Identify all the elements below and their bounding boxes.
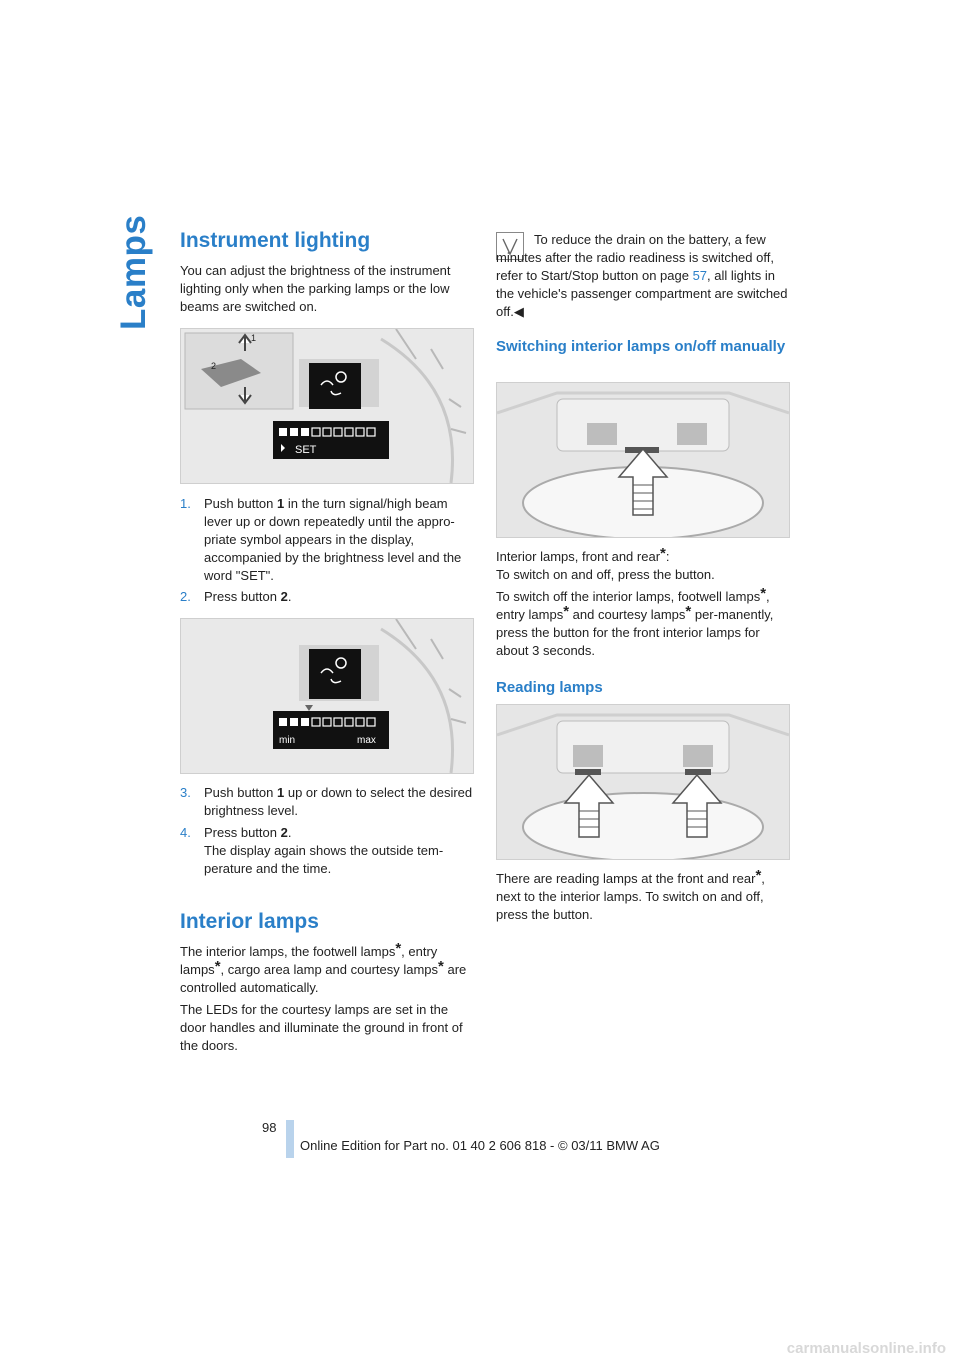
reading-paragraph: There are reading lamps at the front and rear*, next to the interior lamps. To switch on and off, press the button. <box>496 867 765 922</box>
lever-label-1: 1 <box>251 333 257 343</box>
watermark-text: carmanualsonline.info <box>786 1340 946 1357</box>
footer-edition: Online Edition for Part no. 01 40 2 606 818 - © 03/11 BMW AG <box>300 1138 660 1153</box>
step-1 <box>180 495 474 585</box>
step-1-text: Push button 1 in the turn signal/high beam lever up or down repeatedly until the appro-priate symbol appears in the display, accompanied by the brightness level and the word "SET". <box>204 496 462 583</box>
step-1-number: 1. <box>180 496 191 511</box>
site-watermark <box>0 1340 960 1358</box>
figure-brightness-level <box>180 618 474 774</box>
chapter-title-text: Lamps <box>114 214 153 330</box>
step-4-number: 4. <box>180 825 191 840</box>
figure-interior-lamps <box>496 382 790 538</box>
interior-paragraph-2: The LEDs for the courtesy lamps are set in the door handles and illuminate the ground in front of the doors. <box>180 1002 463 1053</box>
figure-instrument-set <box>180 328 474 484</box>
footer-accent-bar <box>286 1120 294 1158</box>
switch-off-paragraph: To switch off the interior lamps, footwell lamps*, entry lamps* and courtesy lamps* per-manently, press the button for the front interior lamps for about 3 seconds. <box>496 585 774 658</box>
step-2-number: 2. <box>180 589 191 604</box>
step-2-text: Press button 2. <box>204 589 292 604</box>
intro-paragraph: You can adjust the brightness of the instrument lighting only when the parking lamps or the low beams are switched on. <box>180 263 451 314</box>
subsection-title-switching: Switching interior lamps on/off manually <box>496 338 786 355</box>
lever-label-2: 2 <box>211 361 217 371</box>
step-3-text: Push button 1 up or down to select the desired brightness level. <box>204 785 473 818</box>
figure-reading-lamps <box>496 704 790 860</box>
interior-caption: Interior lamps, front and rear*: To switch on and off, press the button. <box>496 545 715 582</box>
step-4 <box>180 824 474 878</box>
page-57-link[interactable]: 57 <box>692 268 708 283</box>
subsection-title-reading: Reading lamps <box>496 679 603 696</box>
chapter-side-title <box>110 214 160 340</box>
step-3 <box>180 784 474 820</box>
step-4-text: Press button 2. The display again shows the outside tem-perature and the time. <box>204 825 444 876</box>
min-label: min <box>279 735 296 746</box>
set-label: SET <box>295 444 317 456</box>
max-label: max <box>357 735 376 746</box>
interior-paragraph-1: The interior lamps, the footwell lamps*, entry lamps*, cargo area lamp and courtesy lamps* are controlled automatically. <box>180 940 467 995</box>
step-2 <box>180 588 474 606</box>
step-3-number: 3. <box>180 785 191 800</box>
section-title-instrument-lighting: Instrument lighting <box>180 229 371 252</box>
section-title-interior-lamps: Interior lamps <box>180 910 319 933</box>
page-number: 98 <box>262 1120 277 1135</box>
note-paragraph: To reduce the drain on the battery, a few minutes after the radio readiness is switched off, refer to Start/Stop button on page 57, all lights in the vehicle's passenger compartment are switched off.◀ <box>496 232 788 319</box>
